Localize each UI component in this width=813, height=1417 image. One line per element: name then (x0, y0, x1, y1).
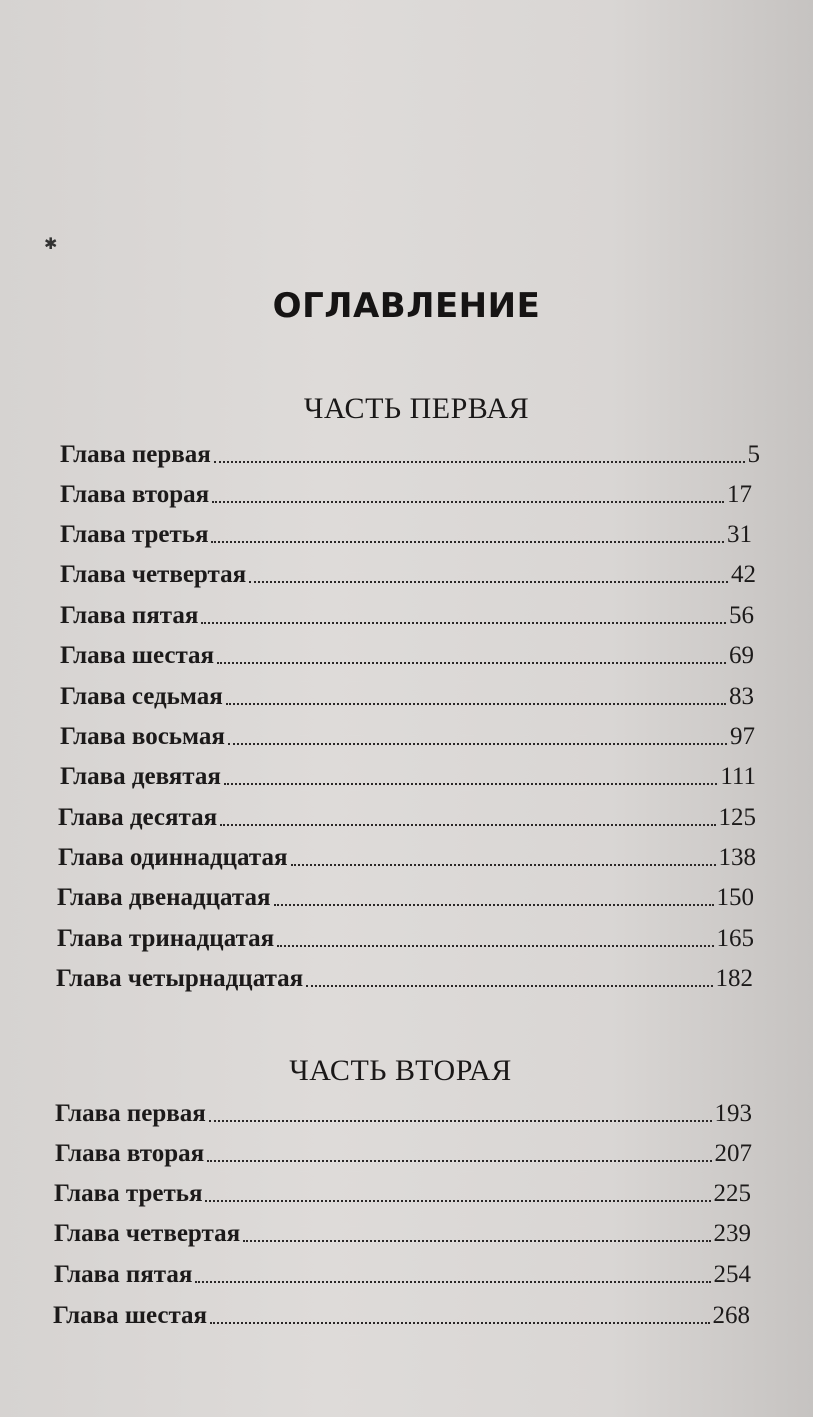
dot-leader (277, 945, 713, 947)
part-one-heading: ЧАСТЬ ПЕРВАЯ (303, 392, 530, 425)
page-number: 83 (729, 683, 754, 710)
page-number: 111 (720, 763, 756, 790)
page-number: 254 (713, 1261, 751, 1288)
page-number: 225 (713, 1180, 751, 1207)
page-number: 17 (727, 481, 752, 508)
chapter-title: Глава пятая (60, 602, 199, 629)
toc-entry (60, 515, 752, 549)
chapter-title: Глава первая (60, 441, 211, 468)
chapter-title: Глава третья (54, 1180, 203, 1207)
toc-entry (57, 919, 754, 953)
margin-mark: ✱ (44, 236, 58, 253)
dot-leader (205, 1200, 710, 1202)
chapter-title: Глава четырнадцатая (56, 965, 304, 992)
chapter-title: Глава девятая (60, 763, 221, 790)
page-number: 56 (729, 602, 754, 629)
chapter-title: Глава первая (55, 1100, 206, 1127)
dot-leader (217, 662, 726, 664)
toc-entry (60, 596, 754, 630)
page-number: 268 (712, 1302, 750, 1329)
chapter-title: Глава двенадцатая (57, 884, 271, 911)
dot-leader (220, 824, 715, 826)
toc-entry (53, 1296, 750, 1330)
dot-leader (195, 1281, 710, 1283)
dot-leader (207, 1160, 711, 1162)
dot-leader (224, 783, 717, 785)
dot-leader (306, 985, 712, 987)
dot-leader (210, 1322, 709, 1324)
toc-entry (57, 878, 754, 912)
page-number: 207 (714, 1140, 752, 1167)
page-number: 165 (716, 925, 754, 952)
chapter-title: Глава седьмая (60, 683, 223, 710)
chapter-title: Глава третья (60, 521, 209, 548)
dot-leader (212, 501, 724, 503)
toc-entry (58, 798, 756, 832)
page-number: 138 (718, 844, 756, 871)
page-number: 125 (718, 804, 756, 831)
dot-leader (211, 541, 724, 543)
chapter-title: Глава вторая (60, 481, 210, 508)
toc-entry (60, 757, 756, 791)
chapter-title: Глава четвертая (60, 561, 247, 588)
toc-entry (54, 1255, 751, 1289)
chapter-title: Глава шестая (53, 1302, 208, 1329)
toc-entry (55, 1094, 752, 1128)
toc-entry (58, 838, 756, 872)
chapter-title: Глава пятая (54, 1261, 193, 1288)
page-number: 97 (730, 723, 755, 750)
page-number: 150 (716, 884, 754, 911)
dot-leader (249, 581, 728, 583)
dot-leader (291, 864, 716, 866)
dot-leader (274, 904, 714, 906)
toc-entry (60, 435, 760, 469)
dot-leader (226, 703, 726, 705)
toc-entry (60, 677, 754, 711)
page-number: 5 (747, 441, 760, 468)
page-number: 31 (727, 521, 752, 548)
chapter-title: Глава десятая (58, 804, 218, 831)
dot-leader (209, 1120, 712, 1122)
part-two-heading: ЧАСТЬ ВТОРАЯ (289, 1054, 512, 1087)
toc-entry (56, 959, 753, 993)
page-number: 182 (715, 965, 753, 992)
toc-entry (60, 475, 752, 509)
page-number: 239 (713, 1220, 751, 1247)
chapter-title: Глава тринадцатая (57, 925, 275, 952)
chapter-title: Глава одиннадцатая (58, 844, 288, 871)
toc-entry (60, 717, 755, 751)
chapter-title: Глава шестая (60, 642, 215, 669)
toc-entry (55, 1134, 752, 1168)
page-number: 193 (714, 1100, 752, 1127)
chapter-title: Глава четвертая (54, 1220, 241, 1247)
dot-leader (201, 622, 726, 624)
dot-leader (243, 1240, 710, 1242)
toc-entry (54, 1174, 751, 1208)
toc-entry (60, 636, 754, 670)
page-number: 69 (729, 642, 754, 669)
dot-leader (214, 461, 745, 463)
page-number: 42 (731, 561, 756, 588)
toc-entry (54, 1214, 751, 1248)
dot-leader (228, 743, 727, 745)
toc-entry (60, 555, 756, 589)
chapter-title: Глава восьмая (60, 723, 225, 750)
toc-title: ОГЛАВЛЕНИЕ (272, 286, 541, 326)
chapter-title: Глава вторая (55, 1140, 205, 1167)
